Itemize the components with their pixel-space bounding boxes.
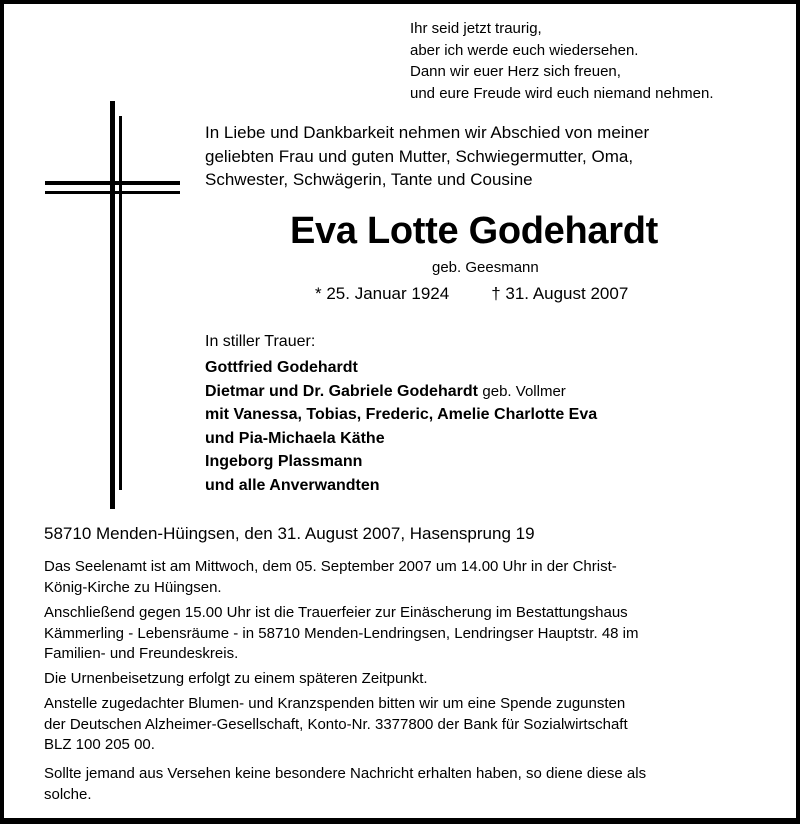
paragraph-line: Das Seelenamt ist am Mittwoch, dem 05. September 2007 um 14.00 Uhr in der Christ- <box>44 558 617 575</box>
poem-line: und eure Freude wird euch niemand nehmen. <box>410 84 714 102</box>
life-dates <box>315 284 628 304</box>
paragraph-line: Anschließend gegen 15.00 Uhr ist die Trauerfeier zur Einäscherung im Bestattungshaus <box>44 604 628 621</box>
cross-icon-crossbar-bottom <box>45 191 180 194</box>
intro-line: Schwester, Schwägerin, Tante und Cousine <box>205 170 533 189</box>
mourner-line: und alle Anverwandten <box>205 476 380 494</box>
donation-paragraph <box>44 694 764 756</box>
mourner-line: und Pia-Michaela Käthe <box>205 429 385 447</box>
intro-line: In Liebe und Dankbarkeit nehmen wir Abschied von meiner <box>205 123 650 142</box>
mourner-names: Dietmar und Dr. Gabriele Godehardt <box>205 382 478 400</box>
cross-icon <box>110 101 115 509</box>
ceremony-paragraph <box>44 603 764 665</box>
paragraph-line: der Deutschen Alzheimer-Gesellschaft, Konto-Nr. 3377800 der Bank für Sozialwirtschaft <box>44 715 628 733</box>
farewell-intro <box>205 121 765 192</box>
paragraph-line: Sollte jemand aus Versehen keine besondere Nachricht erhalten haben, so diene diese als <box>44 765 647 782</box>
cross-icon-inner-bar <box>119 116 122 490</box>
poem-line: Dann wir euer Herz sich freuen, <box>410 63 621 80</box>
place-and-date: 58710 Menden-Hüingsen, den 31. August 2007, Hasensprung 19 <box>44 524 535 543</box>
maiden-name: geb. Geesmann <box>432 259 539 276</box>
paragraph-line: BLZ 100 205 00. <box>44 736 155 753</box>
paragraph-line: solche. <box>44 785 92 803</box>
urn-paragraph <box>44 669 764 690</box>
mourners-list <box>205 356 597 497</box>
poem-line: Ihr seid jetzt traurig, <box>410 20 542 37</box>
paragraph-line: Kämmerling - Lebensräume - in 58710 Menden-Lendringsen, Lendringser Hauptstr. 48 im <box>44 624 639 642</box>
mourner-maiden-name: geb. Vollmer <box>482 382 566 400</box>
requiem-paragraph <box>44 557 764 598</box>
mourner-line <box>205 380 597 404</box>
mourner-line: Gottfried Godehardt <box>205 359 358 376</box>
intro-line: geliebten Frau und guten Mutter, Schwiegermutter, Oma, <box>205 146 634 166</box>
poem-line: aber ich werde euch wiedersehen. <box>410 41 639 59</box>
deceased-name: Eva Lotte Godehardt <box>290 210 659 252</box>
poem-verse <box>410 18 780 104</box>
paragraph-line: Familien- und Freundeskreis. <box>44 645 239 662</box>
paragraph-line: Die Urnenbeisetzung erfolgt zu einem späteren Zeitpunkt. <box>44 670 428 687</box>
death-date: † 31. August 2007 <box>491 284 629 303</box>
mourner-line: Ingeborg Plassmann <box>205 453 363 470</box>
paragraph-line: Anstelle zugedachter Blumen- und Kranzspenden bitten wir um eine Spende zugunsten <box>44 695 626 712</box>
mourner-line: mit Vanessa, Tobias, Frederic, Amelie Charlotte Eva <box>205 406 598 423</box>
mourners-heading: In stiller Trauer: <box>205 333 316 350</box>
birth-date: * 25. Januar 1924 <box>315 284 450 303</box>
paragraph-line: König-Kirche zu Hüingsen. <box>44 578 222 596</box>
notice-paragraph <box>44 764 764 805</box>
cross-icon-crossbar-top <box>45 181 180 185</box>
